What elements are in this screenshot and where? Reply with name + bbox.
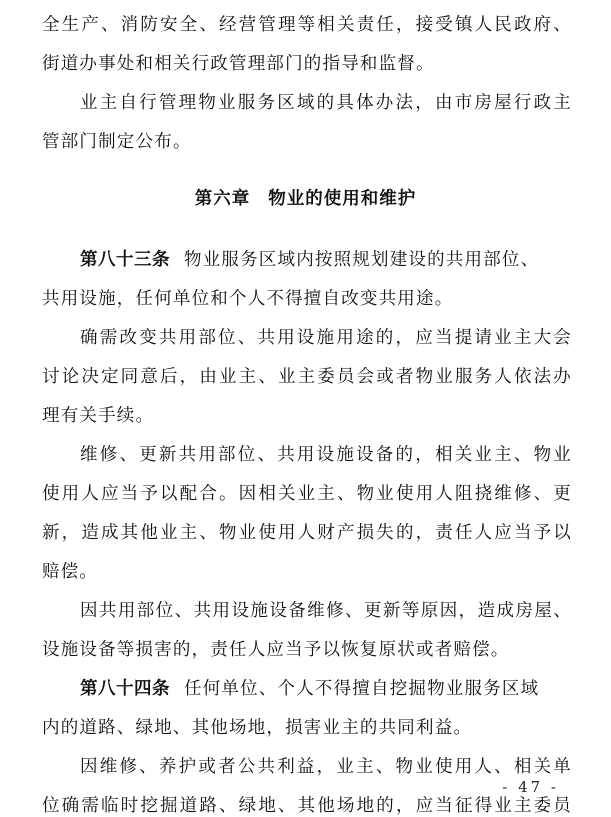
text-line-1: 全生产、消防安全、经营管理等相关责任，接受镇人民政府、 [42,15,572,35]
article-83-p2-line-1: 确需改变共用部位、共用设施用途的，应当提请业主大会 [80,328,572,348]
text-line-2: 街道办事处和相关行政管理部门的指导和监督。 [42,54,435,74]
article-84-label: 第八十四条 [80,679,170,699]
article-83-p2-line-2: 讨论决定同意后，由业主、业主委员会或者物业服务人依法办 [42,367,572,387]
article-83-p3-line-1: 维修、更新共用部位、共用设施设备的，相关业主、物业 [80,445,572,465]
text-line-4: 管部门制定公布。 [42,132,192,152]
article-83-line-2: 共用设施，任何单位和个人不得擅自改变共用途。 [42,289,454,309]
text-line-3: 业主自行管理物业服务区域的具体办法，由市房屋行政主 [80,93,572,113]
chapter-title: 物业的使用和维护 [268,189,417,209]
chapter-number: 第六章 [194,189,251,209]
article-84-text-1: 任何单位、个人不得擅自挖掘物业服务区域 [184,679,540,699]
article-83-p3-line-3: 新，造成其他业主、物业使用人财产损失的，责任人应当予以 [42,523,572,543]
article-84-p2-line-1: 因维修、养护或者公共利益，业主、物业使用人、相关单 [80,757,572,777]
article-84-line-1 [80,678,572,700]
article-83-label: 第八十三条 [80,250,170,270]
chapter-heading [0,188,611,210]
article-83-p3-line-4: 赔偿。 [42,562,99,582]
article-83-p4-line-1: 因共用部位、共用设施设备维修、更新等原因，造成房屋、 [80,601,572,621]
page-number: - 47 - [502,778,559,796]
article-83-p4-line-2: 设施设备等损害的，责任人应当予以恢复原状或者赔偿。 [42,640,510,660]
article-83-p3-line-2: 使用人应当予以配合。因相关业主、物业使用人阻挠维修、更 [42,484,572,504]
article-84-line-2: 内的道路、绿地、其他场地，损害业主的共同利益。 [42,718,473,738]
article-83-line-1 [80,249,572,271]
article-83-p2-line-3: 理有关手续。 [42,406,155,426]
article-83-text-1: 物业服务区域内按照规划建设的共用部位、 [184,250,540,270]
article-84-p2-line-2: 位确需临时挖掘道路、绿地、其他场地的，应当征得业主委员 [42,796,572,816]
